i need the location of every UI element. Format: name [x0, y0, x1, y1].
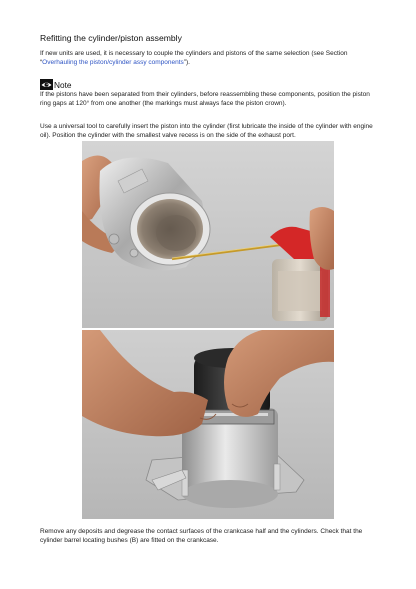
photo-lubricate-cylinder: [82, 141, 334, 328]
photo-insert-piston: [82, 330, 334, 519]
paragraph-new-units-text: If new units are used, it is necessary to couple the cylinders and pistons of the same selection (see Section “: [40, 50, 348, 66]
paragraph-new-units: [40, 50, 374, 67]
note-text: If the pistons have been separated from their cylinders, before reassembling these components, position the piston ring gaps at 120° from one another (the markings must always face the piston crown).: [40, 91, 370, 107]
cross-reference-link[interactable]: Overhauling the piston/cylinder assy components: [42, 58, 184, 66]
note-label: Note: [54, 80, 72, 90]
paragraph-new-units-tail: ”).: [183, 58, 190, 66]
section-title: Refitting the cylinder/piston assembly: [40, 33, 182, 43]
paragraph-degrease: Remove any deposits and degrease the contact surfaces of the crankcase half and the cylinders. Check that the cylinder barrel locating bushes (B) are fitted on the crankcase.: [40, 528, 363, 544]
eye-icon: [40, 79, 53, 90]
paragraph-piston-insert: Use a universal tool to carefully insert the piston into the cylinder (first lubricate the inside of the cylinder with engine oil). Position the cylinder with the smallest valve recess is on the side of the exhaust port.: [40, 123, 373, 139]
note-heading: [40, 78, 72, 90]
